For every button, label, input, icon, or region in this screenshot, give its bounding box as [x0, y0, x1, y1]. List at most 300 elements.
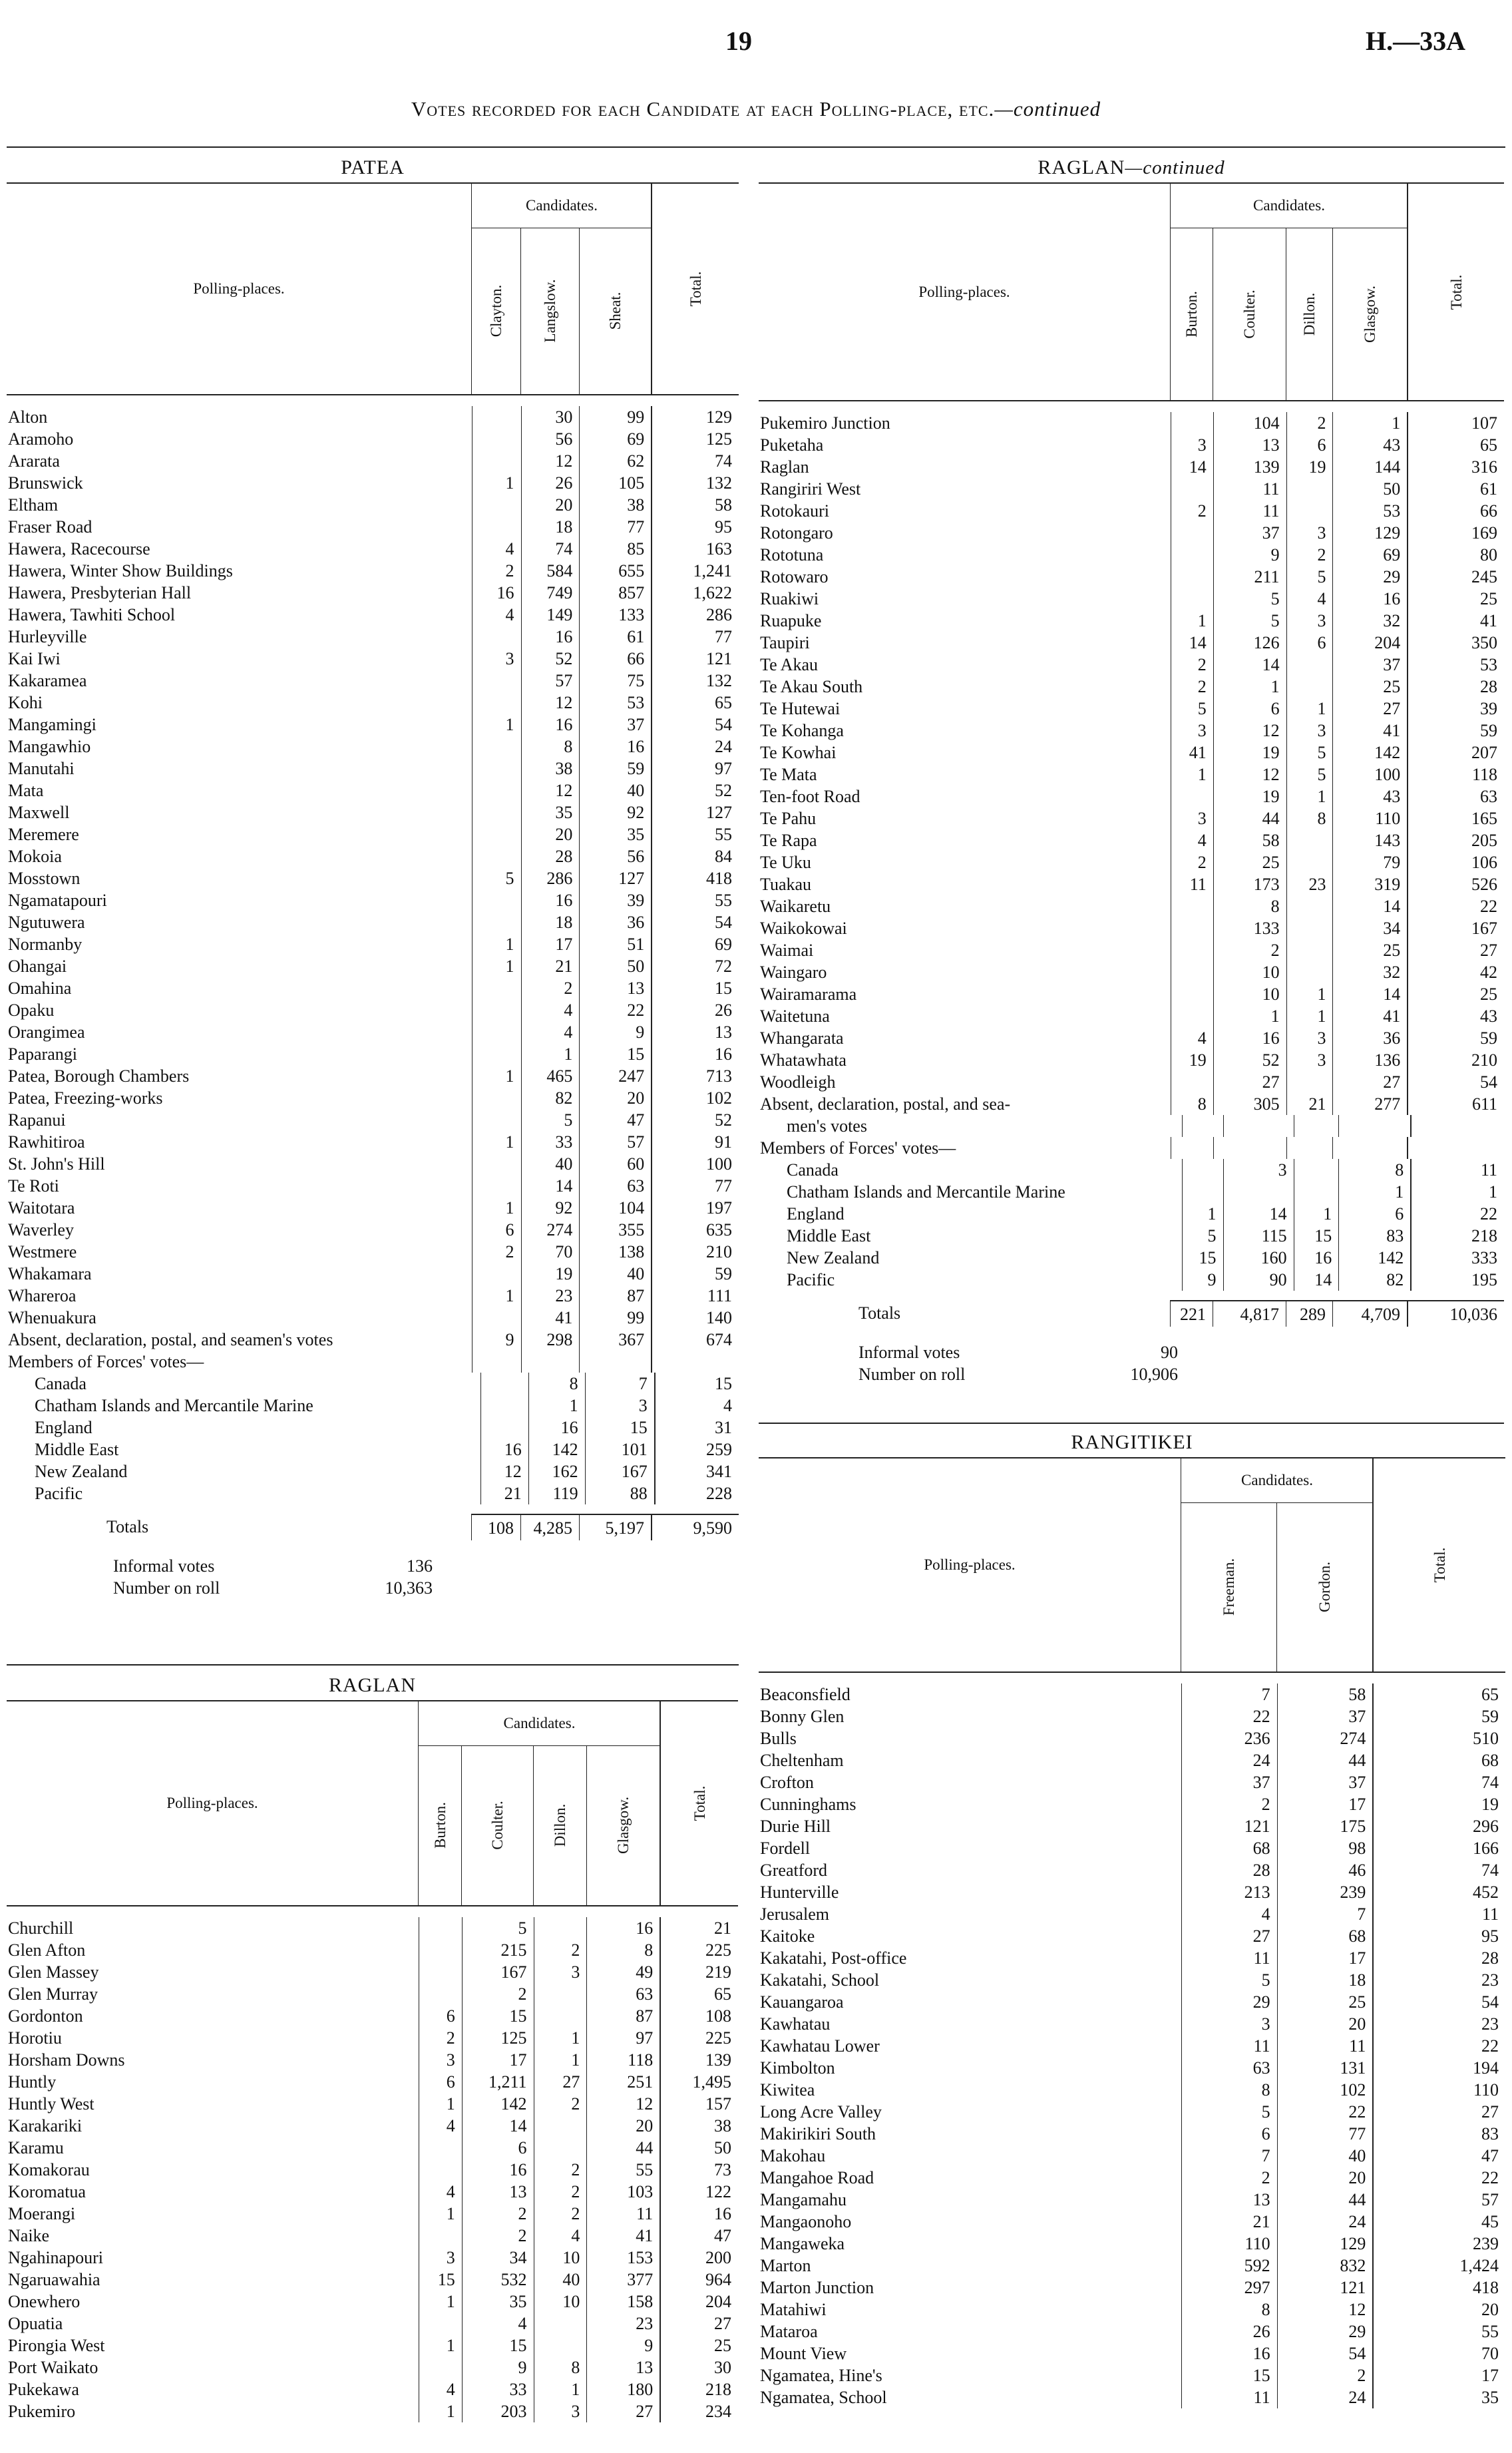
total-cell: 11 — [1372, 1903, 1505, 1925]
total-cell: 54 — [1407, 1071, 1504, 1093]
polling-place-name: Pacific — [35, 1484, 83, 1503]
informal-votes-value: 136 — [407, 1556, 433, 1576]
total-cell: 22 — [1372, 2035, 1505, 2057]
total-cell: 23 — [1372, 1969, 1505, 1991]
total-cell: 59 — [1407, 720, 1504, 742]
polling-places-header: Polling-places. — [166, 1795, 258, 1811]
table-row — [759, 2233, 1505, 2255]
table-row — [7, 1065, 739, 1087]
table-row — [7, 1263, 739, 1285]
polling-place-name: Members of Forces' votes— — [8, 1352, 204, 1371]
total-header — [1407, 184, 1505, 400]
total-cell: 50 — [660, 2137, 738, 2159]
vote-cell: 11 — [1181, 1947, 1277, 1969]
table-row — [759, 1969, 1505, 1991]
vote-cell: 115 — [1223, 1225, 1294, 1247]
vote-cell: 22 — [1277, 2101, 1373, 2123]
vote-cell: 133 — [579, 604, 651, 626]
vote-cell: 2 — [1171, 500, 1213, 522]
vote-cell: 15 — [585, 1417, 654, 1439]
table-row — [759, 1203, 1504, 1225]
total-cell: 452 — [1372, 1881, 1505, 1903]
vote-cell — [472, 494, 521, 516]
total-cell: 91 — [651, 1131, 739, 1153]
table-row — [7, 999, 739, 1021]
polling-place-name: Ruakiwi — [760, 589, 819, 608]
vote-cell — [472, 1263, 521, 1285]
total-cell: 27 — [1372, 2101, 1505, 2123]
polling-place-name: Chatham Islands and Mercantile Marine — [787, 1182, 1065, 1202]
candidate-header — [586, 1745, 660, 1905]
number-on-roll-label: Number on roll — [113, 1578, 220, 1598]
vote-cell: 7 — [585, 1373, 654, 1395]
table-row — [7, 406, 739, 428]
table-row — [7, 1439, 739, 1460]
table-row — [759, 1159, 1504, 1181]
vote-cell: 16 — [462, 2159, 534, 2181]
vote-cell: 1 — [1213, 676, 1286, 698]
polling-place-name: New Zealand — [35, 1462, 128, 1481]
table-row — [7, 867, 739, 889]
table-row — [7, 1329, 739, 1351]
vote-cell — [1171, 917, 1213, 939]
vote-cell — [1171, 1071, 1213, 1093]
table-row — [759, 785, 1504, 807]
vote-cell: 11 — [1213, 478, 1286, 500]
polling-place-name: Taupiri — [760, 633, 810, 652]
vote-cell — [1286, 961, 1333, 983]
top-rule — [7, 146, 1505, 148]
vote-cell: 18 — [521, 516, 580, 538]
total-cell: 38 — [660, 2115, 738, 2137]
grand-total-cell: 10,036 — [1407, 1300, 1504, 1327]
vote-cell — [534, 2115, 587, 2137]
total-cell: 35 — [1372, 2386, 1505, 2408]
raglan-section — [7, 1671, 738, 2422]
vote-cell: 44 — [586, 2137, 660, 2159]
total-cell: 54 — [1372, 1991, 1505, 2013]
total-cell: 31 — [654, 1417, 739, 1439]
vote-cell: 5 — [1286, 742, 1333, 764]
table-row — [7, 2027, 738, 2049]
vote-cell: 44 — [1277, 2189, 1373, 2211]
vote-cell: 3 — [1171, 434, 1213, 456]
vote-cell: 25 — [1332, 939, 1407, 961]
total-cell: 59 — [651, 1263, 739, 1285]
vote-cell: 3 — [1223, 1159, 1294, 1181]
table-row — [759, 1005, 1504, 1027]
vote-cell: 99 — [579, 406, 651, 428]
table-row — [759, 742, 1504, 764]
polling-place-name: Ngaruawahia — [8, 2270, 100, 2289]
vote-cell: 14 — [521, 1175, 580, 1197]
total-cell: 19 — [1372, 1793, 1505, 1815]
vote-cell: 5 — [1171, 698, 1213, 720]
vote-cell: 5 — [1213, 610, 1286, 632]
polling-place-name: Mangaonoho — [760, 2212, 852, 2231]
vote-cell — [1171, 1005, 1213, 1027]
vote-cell — [472, 758, 521, 780]
vote-cell: 5 — [1181, 2101, 1277, 2123]
candidate-header — [1213, 228, 1286, 400]
table-row — [759, 610, 1504, 632]
vote-cell: 41 — [586, 2225, 660, 2247]
total-cell — [1407, 1137, 1504, 1159]
vote-cell: 16 — [1181, 2342, 1277, 2364]
total-cell: 97 — [651, 758, 739, 780]
vote-cell: 3 — [1286, 522, 1333, 544]
table-row — [759, 1947, 1505, 1969]
vote-cell: 2 — [1171, 654, 1213, 676]
vote-cell: 18 — [521, 911, 580, 933]
vote-cell — [1286, 851, 1333, 873]
total-cell: 207 — [1407, 742, 1504, 764]
table-row — [7, 560, 739, 582]
total-cell: 1,495 — [660, 2071, 738, 2093]
polling-place-name: Bulls — [760, 1729, 797, 1748]
table-row — [759, 807, 1504, 829]
vote-cell: 204 — [1332, 632, 1407, 654]
polling-place-name: Opaku — [8, 1001, 55, 1020]
vote-cell: 14 — [1171, 456, 1213, 478]
table-row — [7, 2159, 738, 2181]
polling-place-name: Omahina — [8, 979, 72, 998]
table-row — [7, 1175, 739, 1197]
table-row — [7, 2378, 738, 2400]
informal-votes-value: 90 — [1161, 1343, 1178, 1362]
vote-cell: 103 — [586, 2181, 660, 2203]
table-row — [759, 2321, 1505, 2342]
total-cell: 163 — [651, 538, 739, 560]
vote-cell: 1 — [1171, 610, 1213, 632]
patea-title-text: PATEA — [341, 156, 405, 178]
table-row — [7, 758, 739, 780]
vote-cell — [419, 1961, 462, 1983]
polling-places-header: Polling-places. — [918, 283, 1010, 300]
grand-total-cell: 9,590 — [651, 1514, 739, 1540]
rangitikei-rows — [759, 1673, 1505, 2408]
vote-cell: 160 — [1223, 1247, 1294, 1269]
vote-cell: 6 — [1181, 2123, 1277, 2145]
polling-place-name: Te Akau South — [760, 677, 863, 696]
table-row — [759, 2057, 1505, 2079]
total-cell: 25 — [1407, 588, 1504, 610]
total-cell: 20 — [1372, 2299, 1505, 2321]
vote-cell: 2 — [1171, 851, 1213, 873]
table-row — [759, 2211, 1505, 2233]
total-cell: 107 — [1407, 412, 1504, 434]
polling-place-name: Maxwell — [8, 803, 70, 822]
vote-cell: 12 — [586, 2093, 660, 2115]
polling-place-name: Crofton — [760, 1773, 814, 1792]
total-cell: 169 — [1407, 522, 1504, 544]
vote-cell: 6 — [472, 1219, 521, 1241]
vote-cell: 74 — [521, 538, 580, 560]
table-row — [759, 1991, 1505, 2013]
vote-cell — [1171, 522, 1213, 544]
candidates-header: Candidates. — [1181, 1458, 1373, 1503]
table-row — [759, 434, 1504, 456]
table-row — [759, 829, 1504, 851]
vote-cell: 13 — [1213, 434, 1286, 456]
vote-cell — [1171, 939, 1213, 961]
total-header-label: Total. — [691, 1785, 708, 1821]
vote-cell: 14 — [1294, 1269, 1339, 1291]
table-row — [7, 2225, 738, 2247]
polling-place-name: Te Rapa — [760, 831, 817, 850]
vote-cell: 1 — [1286, 1005, 1333, 1027]
candidate-total-cell: 5,197 — [579, 1514, 651, 1540]
table-row — [7, 889, 739, 911]
table-row — [7, 2071, 738, 2093]
vote-cell — [419, 2313, 462, 2335]
vote-cell: 23 — [521, 1285, 580, 1307]
vote-cell: 14 — [1332, 983, 1407, 1005]
vote-cell: 142 — [1338, 1247, 1410, 1269]
table-row — [759, 632, 1504, 654]
polling-place-name: Kawhatau Lower — [760, 2036, 880, 2056]
table-row — [7, 823, 739, 845]
polling-place-name: Bonny Glen — [760, 1707, 845, 1726]
vote-cell: 319 — [1332, 873, 1407, 895]
total-cell: 27 — [1407, 939, 1504, 961]
vote-cell: 167 — [462, 1961, 534, 1983]
table-row — [759, 1859, 1505, 1881]
candidate-header — [533, 1745, 587, 1905]
table-row — [7, 1307, 739, 1329]
vote-cell: 8 — [1171, 1093, 1213, 1115]
total-cell: 25 — [660, 2335, 738, 2356]
vote-cell: 8 — [1181, 2079, 1277, 2101]
vote-cell — [521, 1351, 580, 1373]
vote-cell: 66 — [579, 648, 651, 670]
table-row — [7, 801, 739, 823]
vote-cell — [419, 2159, 462, 2181]
totals-label: Totals — [106, 1517, 149, 1536]
table-row — [759, 2299, 1505, 2321]
vote-cell: 22 — [579, 999, 651, 1021]
vote-cell: 6 — [419, 2005, 462, 2027]
vote-cell: 56 — [521, 428, 580, 450]
table-row — [7, 1021, 739, 1043]
polling-place-name: Brunswick — [8, 473, 83, 493]
table-row — [7, 516, 739, 538]
vote-cell: 29 — [1277, 2321, 1373, 2342]
vote-cell: 19 — [1286, 456, 1333, 478]
vote-cell: 63 — [586, 1983, 660, 2005]
vote-cell — [1286, 478, 1333, 500]
vote-cell: 274 — [1277, 1727, 1373, 1749]
total-cell: 129 — [651, 406, 739, 428]
polling-place-name: Hunterville — [760, 1883, 839, 1902]
vote-cell: 38 — [579, 494, 651, 516]
patea-column-header — [7, 182, 739, 395]
table-row — [759, 412, 1504, 434]
candidate-name: Burton. — [431, 1802, 449, 1849]
vote-cell: 75 — [579, 670, 651, 692]
vote-cell: 857 — [579, 582, 651, 604]
vote-cell: 4 — [1286, 588, 1333, 610]
candidate-name: Freeman. — [1221, 1558, 1237, 1616]
table-row — [7, 2203, 738, 2225]
vote-cell: 13 — [1181, 2189, 1277, 2211]
table-row — [7, 1285, 739, 1307]
vote-cell: 3 — [419, 2049, 462, 2071]
vote-cell — [480, 1373, 528, 1395]
vote-cell — [1286, 654, 1333, 676]
raglan_a-title-text: RAGLAN — [329, 1674, 416, 1696]
total-cell: 418 — [1372, 2277, 1505, 2299]
vote-cell — [1182, 1159, 1223, 1181]
polling-place-name: Kawhatau — [760, 2014, 831, 2034]
vote-cell: 12 — [1277, 2299, 1373, 2321]
total-cell: 316 — [1407, 456, 1504, 478]
vote-cell: 749 — [521, 582, 580, 604]
total-cell: 245 — [1407, 566, 1504, 588]
table-row — [759, 2277, 1505, 2299]
informal-votes-label: Informal votes — [858, 1343, 960, 1362]
vote-cell: 2 — [534, 1939, 587, 1961]
vote-cell: 129 — [1332, 522, 1407, 544]
vote-cell: 37 — [1332, 654, 1407, 676]
polling-place-name: Churchill — [8, 1918, 74, 1938]
total-cell: 16 — [651, 1043, 739, 1065]
vote-cell: 16 — [1294, 1247, 1339, 1269]
polling-place-name: Patea, Borough Chambers — [8, 1066, 190, 1086]
vote-cell: 16 — [579, 736, 651, 758]
vote-cell: 90 — [1223, 1269, 1294, 1291]
vote-cell: 37 — [1213, 522, 1286, 544]
vote-cell: 35 — [521, 801, 580, 823]
table-row — [759, 522, 1504, 544]
vote-cell: 15 — [579, 1043, 651, 1065]
vote-cell: 180 — [586, 2378, 660, 2400]
table-row — [759, 1771, 1505, 1793]
vote-cell: 16 — [1213, 1027, 1286, 1049]
total-cell: 1,424 — [1372, 2255, 1505, 2277]
vote-cell: 51 — [579, 933, 651, 955]
vote-cell: 43 — [1332, 785, 1407, 807]
vote-cell: 14 — [1223, 1203, 1294, 1225]
totals-label: Totals — [858, 1303, 901, 1323]
polling-place-name: Koromatua — [8, 2182, 86, 2201]
vote-cell: 24 — [1277, 2211, 1373, 2233]
vote-cell: 4 — [462, 2313, 534, 2335]
polling-place-name: Kiwitea — [760, 2080, 815, 2100]
total-cell: 74 — [1372, 1859, 1505, 1881]
total-cell: 127 — [651, 801, 739, 823]
vote-cell: 14 — [462, 2115, 534, 2137]
vote-cell: 298 — [521, 1329, 580, 1351]
vote-cell: 2 — [534, 2093, 587, 2115]
polling-place-name: England — [787, 1204, 845, 1224]
vote-cell: 8 — [586, 1939, 660, 1961]
polling-place-name: Raglan — [760, 457, 809, 477]
table-row — [7, 450, 739, 472]
vote-cell: 3 — [1171, 807, 1213, 829]
table-row — [7, 2049, 738, 2071]
vote-cell: 7 — [1181, 2145, 1277, 2167]
vote-cell: 8 — [1338, 1159, 1410, 1181]
vote-cell: 97 — [586, 2027, 660, 2049]
table-row — [759, 1225, 1504, 1247]
table-row — [759, 983, 1504, 1005]
polling-place-name: Waingaro — [760, 963, 827, 982]
vote-cell — [472, 428, 521, 450]
vote-cell — [1286, 939, 1333, 961]
total-cell: 100 — [651, 1153, 739, 1175]
raglan-bottom-rule — [759, 1423, 1504, 1424]
candidate-header — [1332, 228, 1408, 400]
vote-cell: 158 — [586, 2291, 660, 2313]
table-row — [759, 1705, 1505, 1727]
candidate-header — [471, 228, 521, 394]
polling-place-name: Mount View — [760, 2344, 847, 2363]
polling-place-name: Horsham Downs — [8, 2050, 125, 2070]
vote-cell: 37 — [1181, 1771, 1277, 1793]
polling-place-name: Te Uku — [760, 853, 811, 872]
totals-row — [759, 1300, 1504, 1327]
rangitikei-title — [759, 1428, 1505, 1457]
vote-cell: 99 — [579, 1307, 651, 1329]
polling-place-name: Patea, Freezing-works — [8, 1088, 163, 1108]
table-row — [759, 2342, 1505, 2364]
vote-cell: 4 — [1181, 1903, 1277, 1925]
polling-place-name: Durie Hill — [760, 1817, 831, 1836]
total-cell: 106 — [1407, 851, 1504, 873]
total-cell: 28 — [1407, 676, 1504, 698]
total-cell: 39 — [1407, 698, 1504, 720]
vote-cell: 8 — [521, 736, 580, 758]
vote-cell: 1 — [472, 714, 521, 736]
table-row — [7, 2356, 738, 2378]
vote-cell: 4 — [534, 2225, 587, 2247]
table-row — [7, 2269, 738, 2291]
vote-cell: 1 — [534, 2049, 587, 2071]
polling-place-name: Alton — [8, 407, 48, 427]
polling-place-name: Wairamarama — [760, 985, 857, 1004]
total-cell: 11 — [1410, 1159, 1504, 1181]
vote-cell: 17 — [1277, 1947, 1373, 1969]
vote-cell: 5 — [1286, 566, 1333, 588]
total-cell: 17 — [1372, 2364, 1505, 2386]
vote-cell — [579, 1351, 651, 1373]
vote-cell: 142 — [528, 1439, 585, 1460]
vote-cell: 32 — [1332, 961, 1407, 983]
patea-bottom-rule — [7, 1664, 739, 1666]
vote-cell: 2 — [1213, 939, 1286, 961]
total-cell: 69 — [651, 933, 739, 955]
total-cell: 121 — [651, 648, 739, 670]
table-row — [7, 1087, 739, 1109]
vote-cell: 24 — [1277, 2386, 1373, 2408]
table-row — [7, 911, 739, 933]
vote-cell: 58 — [1213, 829, 1286, 851]
vote-cell: 15 — [1294, 1225, 1339, 1247]
polling-places-header: Polling-places. — [193, 280, 285, 297]
table-row — [7, 1983, 738, 2005]
vote-cell: 16 — [472, 582, 521, 604]
table-row — [7, 494, 739, 516]
total-cell: 27 — [660, 2313, 738, 2335]
vote-cell: 126 — [1213, 632, 1286, 654]
polling-place-name: Makirikiri South — [760, 2124, 876, 2143]
vote-cell: 1 — [528, 1395, 585, 1417]
total-cell: 122 — [660, 2181, 738, 2203]
polling-place-name: Middle East — [787, 1226, 871, 1245]
vote-cell: 367 — [579, 1329, 651, 1351]
vote-cell: 1 — [419, 2335, 462, 2356]
